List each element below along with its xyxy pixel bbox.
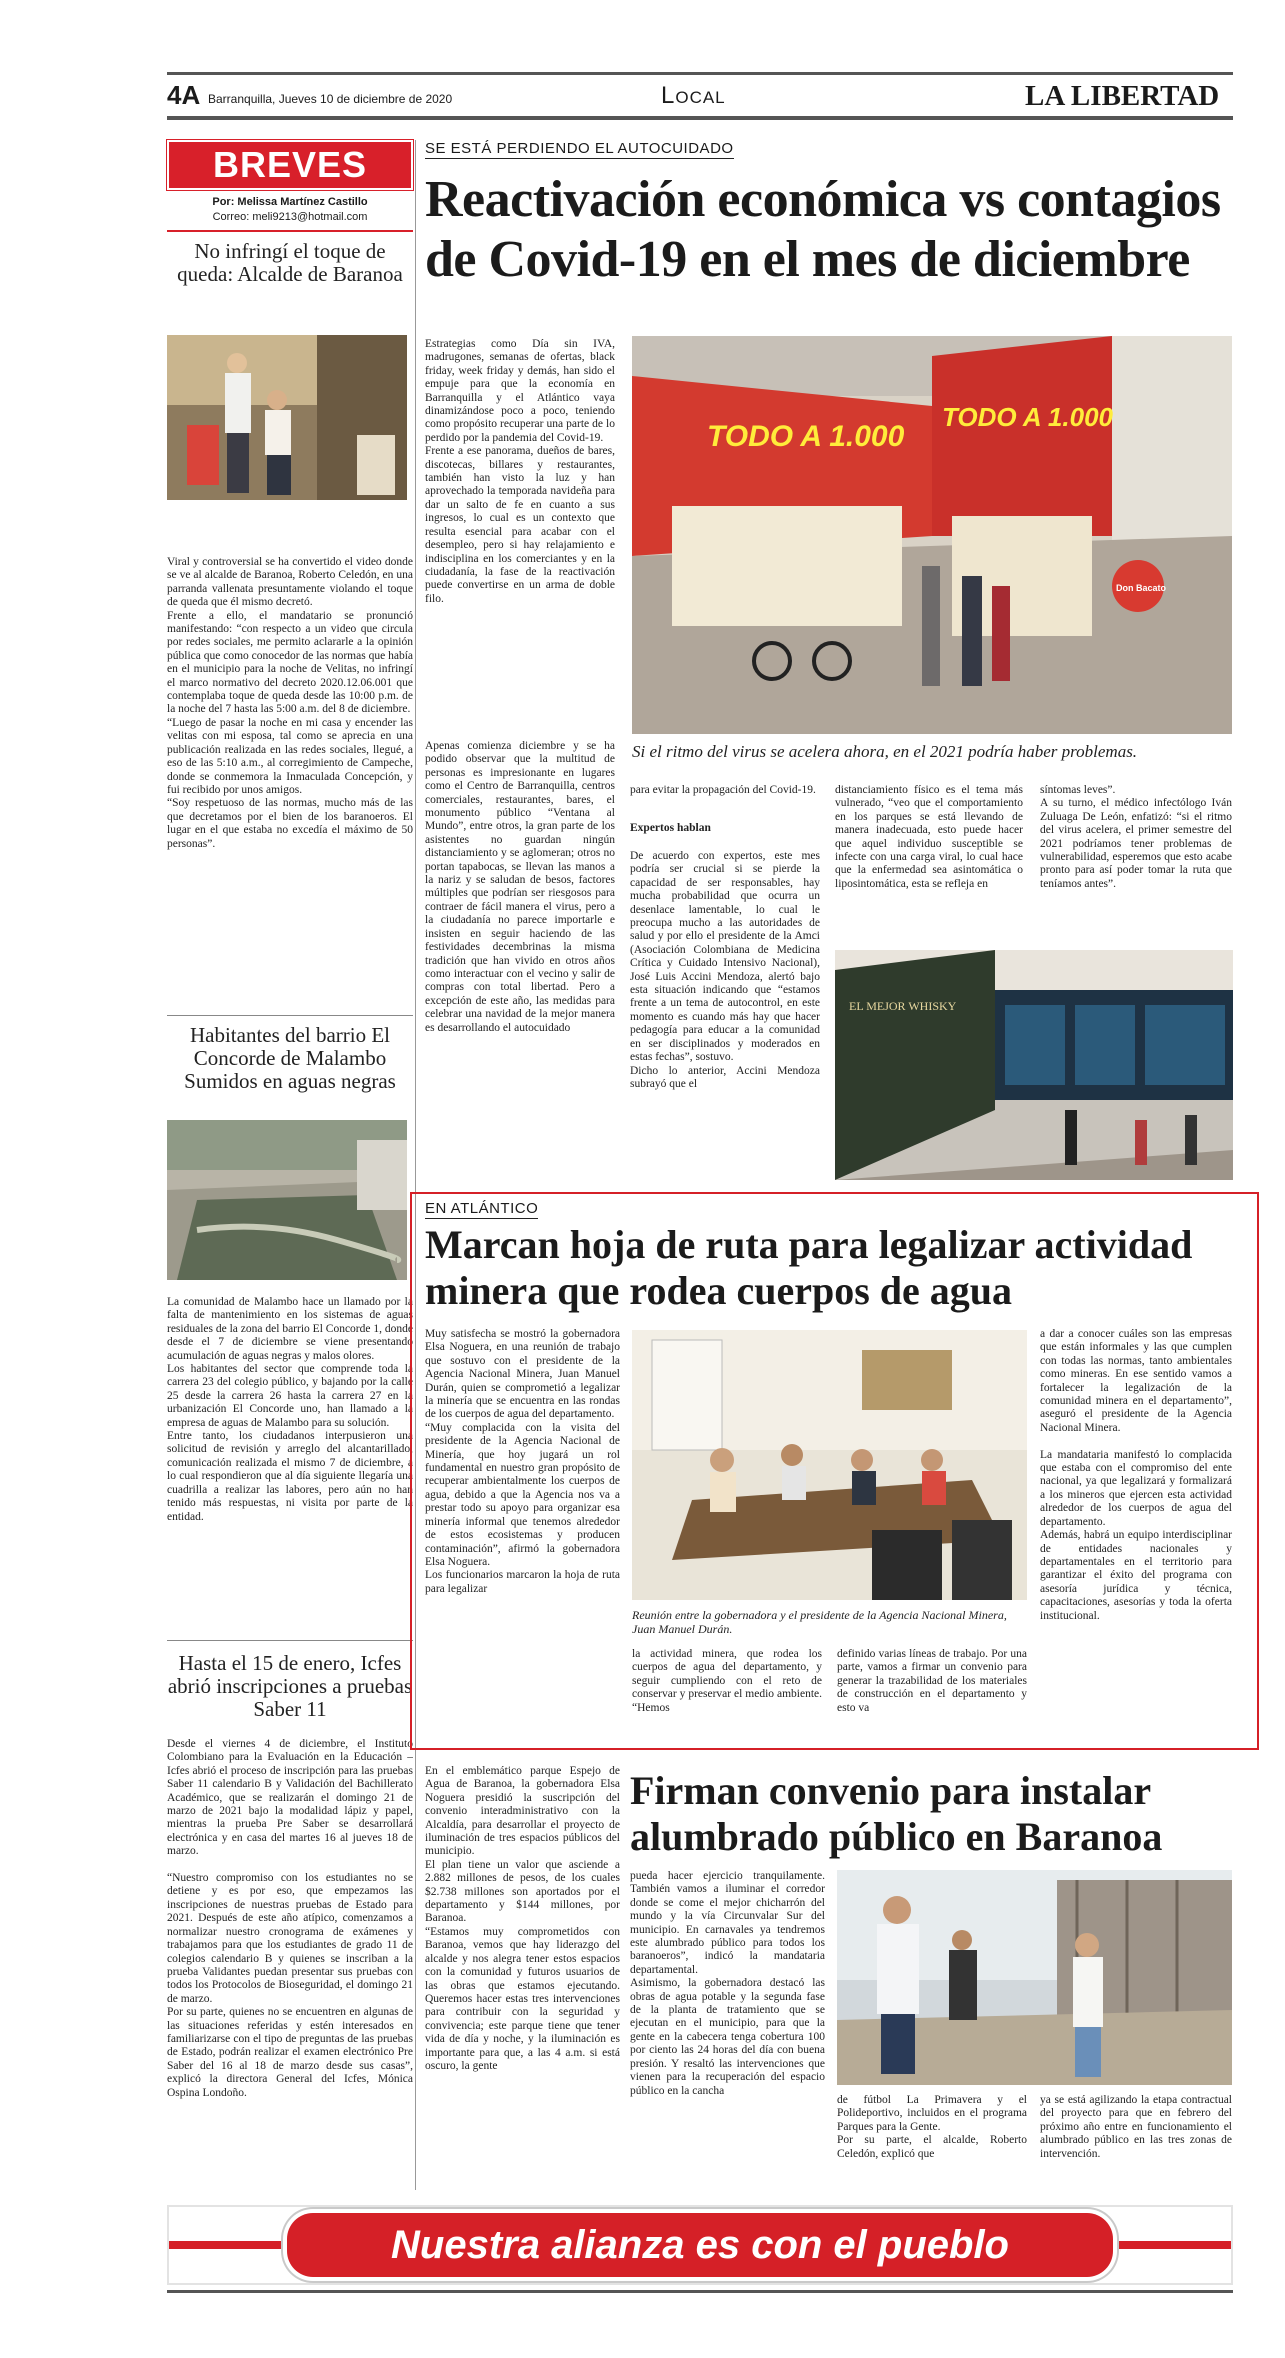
mining-photo-caption: Reunión entre la gobernadora y el presidente de la Agencia Nacional Minera, Juan Manuel Durán. [632,1608,1007,1636]
breves-divider [167,230,413,232]
breves-title: BREVES [212,144,368,185]
brief-1-photo [167,335,407,500]
breves-banner [167,140,413,190]
brief-2-title: Habitantes del barrio El Concorde de Malambo Sumidos en aguas negras [184,1023,396,1093]
brief-1-title: No infringí el toque de queda: Alcalde de Baranoa [177,239,403,286]
lighting-col1: En el emblemático parque Espejo de Agua de Baranoa, la gobernadora Elsa Noguera presidió la suscripción del convenio interadministrativo con la Alcaldía, para desarrollar el proyecto de iluminación de tres espacios públicos del municipio. El plan tiene un valor que asciende a 2.882 millones de pesos, de los cuales $2.738 millones son aportados por el departamento y $144 millones, por Baranoa. “Estamos muy comprometidos con Baranoa, vemos que hay liderazgo del alcalde y nos alegra tener estos espacios con la comunidad y futuros usuarios de las obras que estamos ejecutando. Queremos hacer estas tres intervenciones para contribuir con la seguridad y convivencia; este parque tiene que tener vida de día y noche, y la iluminación es importante para que, a las 4 a.m. si está oscuro, la gente [425,1765,620,2072]
page-number: 4A [167,80,201,110]
main-photo-sign-2: TODO A 1.000 [942,402,1113,432]
column-separator [415,140,416,2190]
masthead: LA LIBERTAD [1025,80,1220,112]
main-headline: Reactivación económica vs contagios de Covid-19 en el mes de diciembre [425,171,1221,288]
brief-divider-1 [167,1015,413,1016]
dateline: Barranquilla, Jueves 10 de diciembre de 2020 [208,92,453,106]
main-col2: para evitar la propagación del Covid-19. [630,784,816,796]
header-bottom-rule [167,116,1233,120]
main-photo [632,336,1232,734]
main-kicker: SE ESTÁ PERDIENDO EL AUTOCUIDADO [425,140,734,157]
lighting-col4: ya se está agilizando la etapa contractual del proyecto para que en febrero del próximo año entre en funcionamiento el alumbrado público en las tres zonas de intervención. [1040,2094,1232,2160]
lighting-col2: pueda hacer ejercicio tranquilamente. También vamos a iluminar el corredor donde se come el mejor chicharrón del mundo y la vía Circunvalar Sur del municipio. En carnavales ya tendremos este alumbrado público para todos los baranoeros”, indicó la mandataria departamental. Asimismo, la gobernadora destacó las obras de agua potable y la segunda fase de la planta de tratamiento que se ejecutan en el municipio, para que la gente en la cabecera tenga cobertura 100 por ciento las 24 horas del día con buena presión. Y resaltó las intervenciones que vienen para la recuperación del espacio público en la cancha [630,1870,825,2097]
main-col1a: Estrategias como Día sin IVA, madrugones, semanas de ofertas, black friday, week friday y demás, han sido el empuje para que la economía en Barranquilla y el Atlántico vaya dinamizándose poco a poco, teniendo como propósito recuperar una parte de lo perdido por la pandemia del Covid-19. Frente a ese panorama, dueños de bares, discotecas, billares y restaurantes, también han visto la luz y han aprovechado la temporada navideña para dar un salto de fe en cuanto a sus ingresos, lo cual es un contexto que resulta esencial para acabar con el desempleo, pero si hay relajamiento e indisciplina en los comerciantes y en la ciudadanía, la fase de la reactivación puede convertirse en un arma de doble filo. [425,338,615,605]
lighting-col3: de fútbol La Primavera y el Polideportivo, incluidos en el programa Parques para la Gente. Por su parte, el alcalde, Roberto Celedón, explicó que [837,2094,1027,2160]
mall-photo [835,950,1233,1180]
brief-divider-2 [167,1640,413,1641]
main-col3: distanciamiento físico es el tema más vulnerado, “veo que el comportamiento en los parques se está llevando de manera inadecuada, esto puede hacer que aquel individuo susceptible se infecte con una carga viral, lo cual hace que la enfermedad sea asintomática o liposintomática, esta se refleja en [835,784,1023,890]
breves-author: Por: Melissa Martínez Castillo [212,196,368,208]
main-kicker-wrap [425,140,734,159]
breves-email: Correo: meli9213@hotmail.com [212,211,368,223]
brief-2-photo [167,1120,407,1280]
mining-col1: Muy satisfecha se mostró la gobernadora Elsa Noguera, en una reunión de trabajo que sostuvo con el presidente de la Agencia Nacional Minera, Juan Manuel Durán, quien se comprometió a legalizar la minería que se encuentra en las rondas de los cuerpos de agua del departamento. “Muy complacida con la visita del presidente de la Agencia Nacional de Minería, que hoy jugará un rol fundamental en nuestro gran propósito de recuperar ambientalmente los cuerpos de agua, debido a que la Agencia nos va a prestar todo su apoyo para organizar esa minería informal que tenemos alrededor de estos ecosistemas y producen contaminación”, afirmó la gobernadora Elsa Noguera. Los funcionarios marcaron la hoja de ruta para legalizar [425,1328,620,1595]
mining-col3: definido varias líneas de trabajo. Por una parte, vamos a firmar un convenio para generar la trazabilidad de los materiales de construcción en el departamento y esto va [837,1648,1027,1714]
main-col4: síntomas leves”. A su turno, el médico infectólogo Iván Zuluaga De León, enfatizó: “si el ritmo del virus acelera, el primer semestre del 2021 podríamos tener problemas de vulnerabilidad, esperemos que esto acabe pronto para así poder tomar la ruta que teníamos antes”. [1040,784,1232,890]
brief-2-body: La comunidad de Malambo hace un llamado por la falta de mantenimiento en los sistemas de aguas residuales de la zona del barrio El Concorde 1, donde desde el 7 de diciembre se viene presentando acumulación de aguas negras y malos olores. Los habitantes del sector que comprende toda la carrera 23 del colegio público, y bajando por la calle 25 desde la carrera 26 hasta la carrera 27 en la urbanización El Concorde uno, han llamado a la empresa de aguas de Malambo para su solución. Entre tanto, los ciudadanos interpusieron una solicitud de revisión y arreglo del alcantarillado, comunicación realizada el mismo 7 de diciembre, a lo cual respondieron que al día siguiente llegaría una cuadrilla a realizar las labores, pero aún no han tenido más respuestas, ni visita por parte de la entidad. [167,1296,413,1523]
main-col2b: De acuerdo con expertos, este mes podría ser crucial si se pierde la capacidad de ser responsables, hay mucha probabilidad que ocurra un desenlace lamentable, lo cual le preocupa mucho a las autoridades de salud y por ello el presidente de la Amci (Asociación Colombiana de Medicina Crítica y Cuidado Intensivo Nacional), José Luis Accini Mendoza, alertó bajo esta situación indicando que “estamos frente a un tema de autocontrol, en este momento es cuando más hay que hacer pedagogía para educar a la comunidad en ser disciplinados y moderados en estas fechas”, sostuvo. Dicho lo anterior, Accini Mendoza subrayó que el [630,850,820,1090]
header-top-rule [167,72,1233,75]
lighting-headline: Firman convenio para instalar alumbrado público en Baranoa [630,1768,1163,1859]
brief-3-title: Hasta el 15 de enero, Icfes abrió inscripciones a pruebas Saber 11 [167,1651,413,1721]
lighting-photo [837,1870,1232,2085]
mall-photo-sign: EL MEJOR WHISKY [849,999,957,1013]
main-photo-sign-3: Don Bacato [1116,583,1167,593]
main-col1b: Apenas comienza diciembre y se ha podido observar que la multitud de personas es impresionante en lugares como el Centro de Barranquilla, centros comerciales, restaurantes, bares, el monumento público “Ventana al Mundo”, entre otros, la gran parte de los asistentes no guardan ningún distanciamiento y se aglomeran; otros no portan tapabocas, se llevan las manos a la nariz y se saludan de besos, factores múltiples que podrían ser riesgosos para contraer de fácil manera el virus, pero a la ciudadanía no parece importarle e insisten en seguir haciendo de las festividades decembrinas la misma tradición que han vivido en otros años como interactuar con el vecino y salir de compras con total libertad. Pero a excepción de este año, las medidas para celebrar una navidad de la mejor manera es desarrollando el autocuidado [425,740,615,1034]
footer-rule [167,2290,1233,2293]
mining-kicker-wrap [425,1200,538,1219]
banner-text: Nuestra alianza es con el pueblo [391,2223,1009,2267]
main-photo-caption: Si el ritmo del virus se acelera ahora, en el 2021 podría haber problemas. [632,742,1138,761]
mining-headline: Marcan hoja de ruta para legalizar actividad minera que rodea cuerpos de agua [425,1222,1193,1313]
section-label: Local [661,82,726,109]
main-photo-sign-1: TODO A 1.000 [707,420,905,453]
mining-col2: la actividad minera, que rodea los cuerpos de agua del departamento, y seguir cumpliendo con el reto de conservar y preservar el medio ambiente. “Hemos [632,1648,822,1714]
bottom-banner [167,2205,1233,2285]
brief-3-body: Desde el viernes 4 de diciembre, el Instituto Colombiano para la Evaluación en la Educación – Icfes abrió el proceso de inscripción para las pruebas Saber 11 calendario B y Validación del Bachillerato Académico, que se realizarán el domingo 21 de marzo de 2021 bajo la modalidad lápiz y papel, mientras la prueba Pre Saber se desarrollará electrónica y en casa del martes 16 al jueves 18 de marzo. “Nuestro compromiso con los estudiantes no se detiene y es por eso, que empezamos las inscripciones de nuestras pruebas de Estado para 2021. Después de este año atípico, comenzamos a normalizar nuestro cronograma de exámenes y trabajamos para que los estudiantes de grado 11 de colegios calendario B y quienes se inscriban a la prueba Validantes puedan presentar sus pruebas con todos los Protocolos de Bioseguridad, el domingo 21 de marzo. Por su parte, quienes no se encuentren en algunas de las situaciones referidas y estén interesados en familiarizarse con el tipo de preguntas de las pruebas de Estado, podrán realizar el examen electrónico Pre Saber del 16 al 18 de marzo desde sus casas”, explicó la directora General del Icfes, Mónica Ospina Londoño. [167,1738,413,2099]
brief-1-body: Viral y controversial se ha convertido el video donde se ve al alcalde de Baranoa, Roberto Celedón, en una parranda vallenata presuntamente violando el toque de queda que él mismo decretó. Frente a ello, el mandatario se pronunció manifestando: “con respecto a un video que circula por redes sociales, me permito aclararle a la opinión pública que como conocedor de las normas que había en el municipio para la noche de Velitas, no infringí el marco normativo del decreto 2020.12.06.001 que contemplaba toque de queda desde las 10:00 p.m. de la noche del 7 hasta las 5:00 a.m. del 8 de diciembre. “Luego de pasar la noche en mi casa y encender las velitas con mi esposa, tal como se aprecia en una publicación realizada en las redes sociales, llegué, a eso de las 5:10 a.m., al corregimiento de Campeche, donde se conmemora la Inmaculada Concepción, y fui recibido por unos amigos. “Soy respetuoso de las normas, mucho más de las que decretamos por el bien de los baranoeros. El lugar en el que estaba no excedía el máximo de 50 personas”. [167,556,413,850]
main-subhead: Expertos hablan [630,822,711,834]
banner-pill [287,2213,1113,2277]
mining-photo [632,1330,1027,1600]
mining-col4: a dar a conocer cuáles son las empresas que están informales y las que cumplen con todas las normas, tanto ambientales como mineras. En ese sentido vamos a fortalecer la legalización de la comunidad minera en el departamento”, aseguró el presidente de la Agencia Nacional Minera. La mandataria manifestó lo complacida que estaba con el compromiso del ente nacional, ya que legalizará y formalizará a los mineros que ejercen esta actividad alrededor de los cuerpos de agua del departamento. Además, habrá un equipo interdisciplinar de entidades nacionales y departamentales en el territorio para garantizar el éxito del programa con asesoría jurídica y técnica, capacitaciones, asesorías y toda la oferta institucional. [1040,1328,1232,1622]
mining-kicker: EN ATLÁNTICO [425,1200,539,1217]
